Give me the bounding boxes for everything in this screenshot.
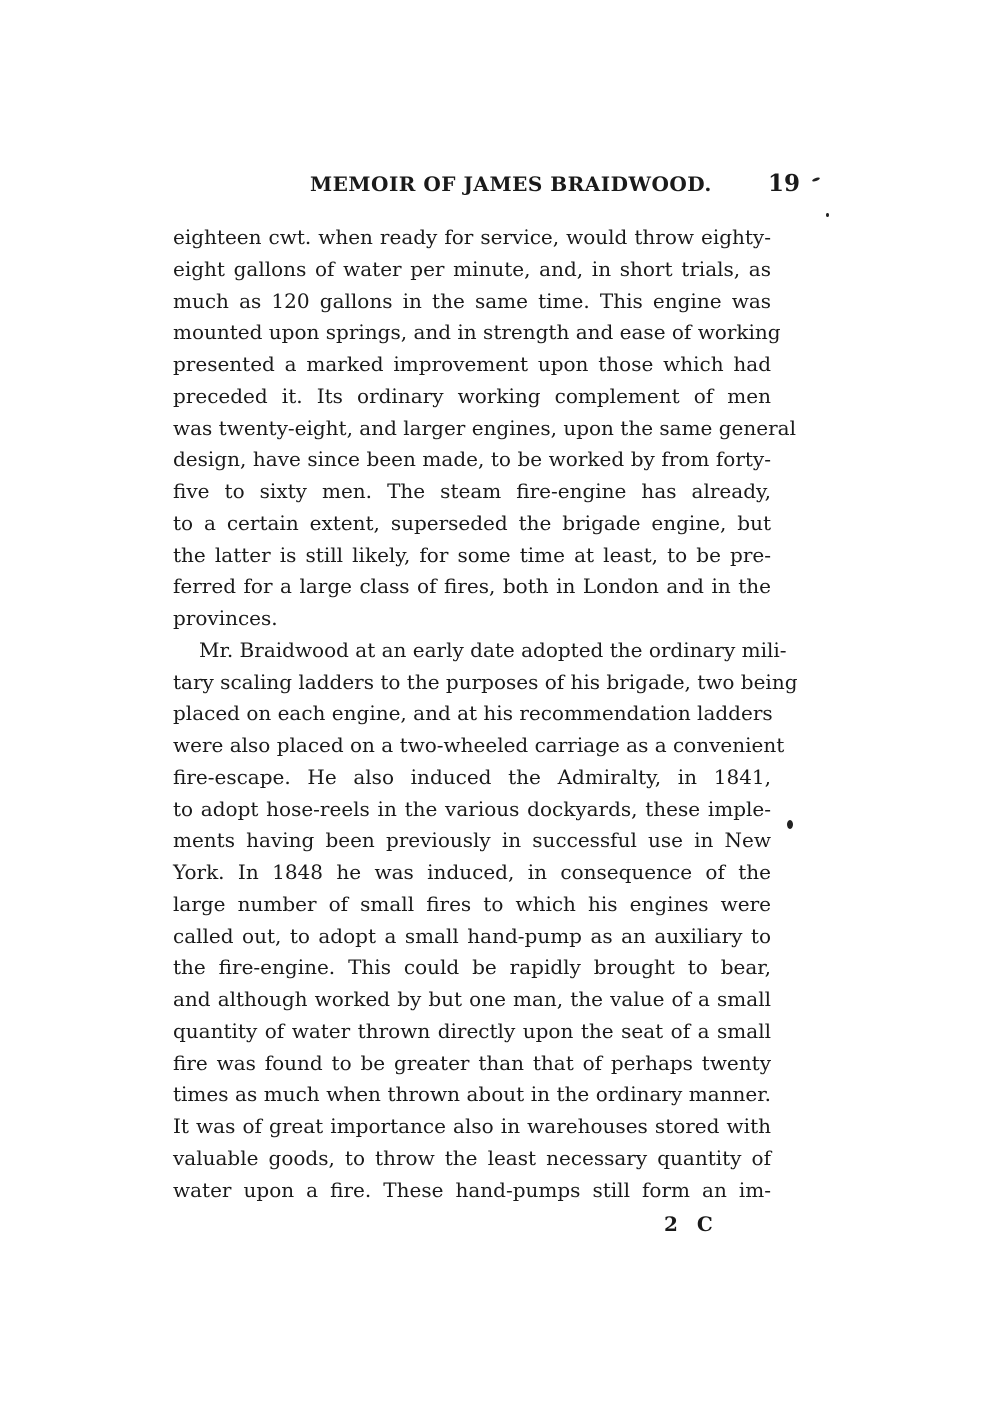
scan-speck <box>787 820 793 829</box>
text-line: large number of small fires to which his engines were <box>173 891 771 916</box>
text-line: Mr. Braidwood at an early date adopted the ordinary mili- <box>199 637 787 662</box>
text-line: placed on each engine, and at his recommendation ladders <box>173 701 773 726</box>
text-line: the fire-engine. This could be rapidly brought to bear, <box>173 955 771 980</box>
text-line: It was of great importance also in warehouses stored with <box>173 1114 771 1138</box>
text-line: provinces. <box>173 606 278 630</box>
text-line: much as 120 gallons in the same time. This engine was <box>173 288 771 313</box>
text-line: ferred for a large class of fires, both in London and in the <box>173 574 771 599</box>
text-line: called out, to adopt a small hand-pump as an auxiliary to <box>173 923 771 948</box>
text-line: mounted upon springs, and in strength and ease of working <box>173 320 781 345</box>
text-line: valuable goods, to throw the least necessary quantity of <box>173 1145 771 1170</box>
text-line: fire-escape. He also induced the Admiralty, in 1841, <box>173 764 771 789</box>
text-line: design, have since been made, to be worked by from forty- <box>173 447 771 472</box>
text-line: to adopt hose-reels in the various dockyards, these imple- <box>173 796 771 821</box>
text-line: preceded it. Its ordinary working complement of men <box>173 383 771 408</box>
text-line: tary scaling ladders to the purposes of his brigade, two being <box>173 669 798 694</box>
scan-speck <box>826 213 829 217</box>
running-title: MEMOIR OF JAMES BRAIDWOOD. <box>310 172 712 196</box>
text-line: to a certain extent, superseded the brigade engine, but <box>173 510 771 535</box>
text-line: quantity of water thrown directly upon the seat of a small <box>173 1018 771 1043</box>
text-line: ments having been previously in successful use in New <box>173 828 771 853</box>
text-line: and although worked by but one man, the value of a small <box>173 987 771 1011</box>
text-line: fire was found to be greater than that of perhaps twenty <box>173 1050 771 1075</box>
text-line: five to sixty men. The steam fire-engine has already, <box>173 479 771 503</box>
text-line: times as much when thrown about in the ordinary manner. <box>173 1082 771 1107</box>
text-line: was twenty-eight, and larger engines, upon the same general <box>173 415 796 440</box>
text-line: York. In 1848 he was induced, in consequence of the <box>173 860 771 884</box>
body-text <box>173 222 798 1206</box>
text-line: presented a marked improvement upon those which had <box>173 352 771 376</box>
text-line: eight gallons of water per minute, and, in short trials, as <box>173 256 771 281</box>
text-line: eighteen cwt. when ready for service, would throw eighty- <box>173 225 771 249</box>
page-number: 19 <box>768 170 801 197</box>
scan-speck <box>812 177 821 183</box>
text-line: the latter is still likely, for some time at least, to be pre- <box>173 542 771 567</box>
signature-mark: 2 C <box>664 1212 719 1236</box>
text-line: were also placed on a two-wheeled carriage as a convenient <box>173 733 785 757</box>
text-line: water upon a fire. These hand-pumps still form an im- <box>173 1177 771 1202</box>
